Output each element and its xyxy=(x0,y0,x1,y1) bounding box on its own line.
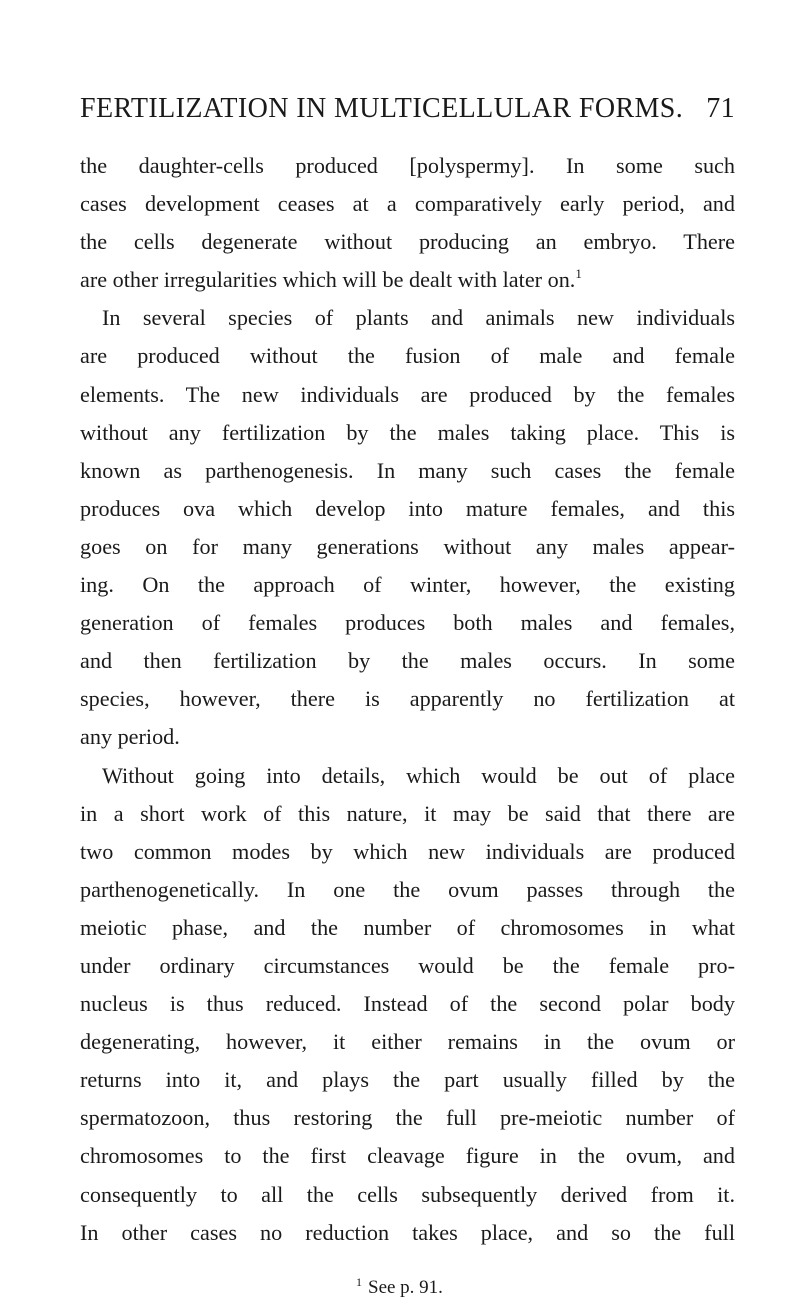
text-line: consequently to all the cells subsequently derived from it. xyxy=(80,1181,735,1207)
text-line: any period. xyxy=(80,724,180,750)
text-line: degenerating, however, it either remains in the ovum or xyxy=(80,1029,735,1055)
footnote-reference: 1 xyxy=(575,266,582,282)
text-line: parthenogenetically. In one the ovum passes through the xyxy=(80,876,735,902)
text-line: spermatozoon, thus restoring the full pre-meiotic number of xyxy=(80,1105,735,1131)
text-line: two common modes by which new individuals are produced xyxy=(80,838,735,864)
text-line: Without going into details, which would be out of place xyxy=(102,762,735,788)
text-line: produces ova which develop into mature females, and this xyxy=(80,495,735,521)
running-title: FERTILIZATION IN MULTICELLULAR FORMS. xyxy=(80,93,684,124)
text-line: without any fertilization by the males taking place. This is xyxy=(80,419,735,445)
text-line: the cells degenerate without producing an embryo. There xyxy=(80,229,735,255)
page-number: 71 xyxy=(706,93,735,124)
text-line: ing. On the approach of winter, however, the existing xyxy=(80,572,735,598)
text-line: the daughter-cells produced [polyspermy]. In some such xyxy=(80,153,735,178)
text-line: generation of females produces both males and females, xyxy=(80,610,735,636)
text-line: in a short work of this nature, it may be said that there are xyxy=(80,800,735,826)
text-line: nucleus is thus reduced. Instead of the second polar body xyxy=(80,991,735,1017)
text-line: elements. The new individuals are produced by the females xyxy=(80,381,735,407)
running-head xyxy=(80,93,735,127)
text-line: known as parthenogenesis. In many such cases the female xyxy=(80,457,735,483)
text-line: meiotic phase, and the number of chromosomes in what xyxy=(80,914,735,940)
text-line: In several species of plants and animals new individuals xyxy=(102,305,735,331)
text-line: under ordinary circumstances would be the female pro- xyxy=(80,952,735,978)
text-line: returns into it, and plays the part usually filled by the xyxy=(80,1067,735,1093)
text-line: In other cases no reduction takes place, and so the full xyxy=(80,1219,735,1245)
footnote-marker: 1 xyxy=(356,1275,362,1289)
text-line: chromosomes to the first cleavage figure in the ovum, and xyxy=(80,1143,735,1169)
text-line: species, however, there is apparently no fertilization at xyxy=(80,686,735,712)
body-text xyxy=(80,147,735,1252)
text-line: and then fertilization by the males occurs. In some xyxy=(80,648,735,674)
text-line xyxy=(80,261,735,299)
footnote xyxy=(356,1277,443,1299)
text-line-content: are other irregularities which will be dealt with later on. xyxy=(80,267,576,293)
text-line: cases development ceases at a comparatively early period, and xyxy=(80,191,735,217)
text-line: goes on for many generations without any males appear- xyxy=(80,533,735,559)
footnote-text: See p. 91. xyxy=(368,1277,443,1298)
text-line: are produced without the fusion of male and female xyxy=(80,343,735,369)
